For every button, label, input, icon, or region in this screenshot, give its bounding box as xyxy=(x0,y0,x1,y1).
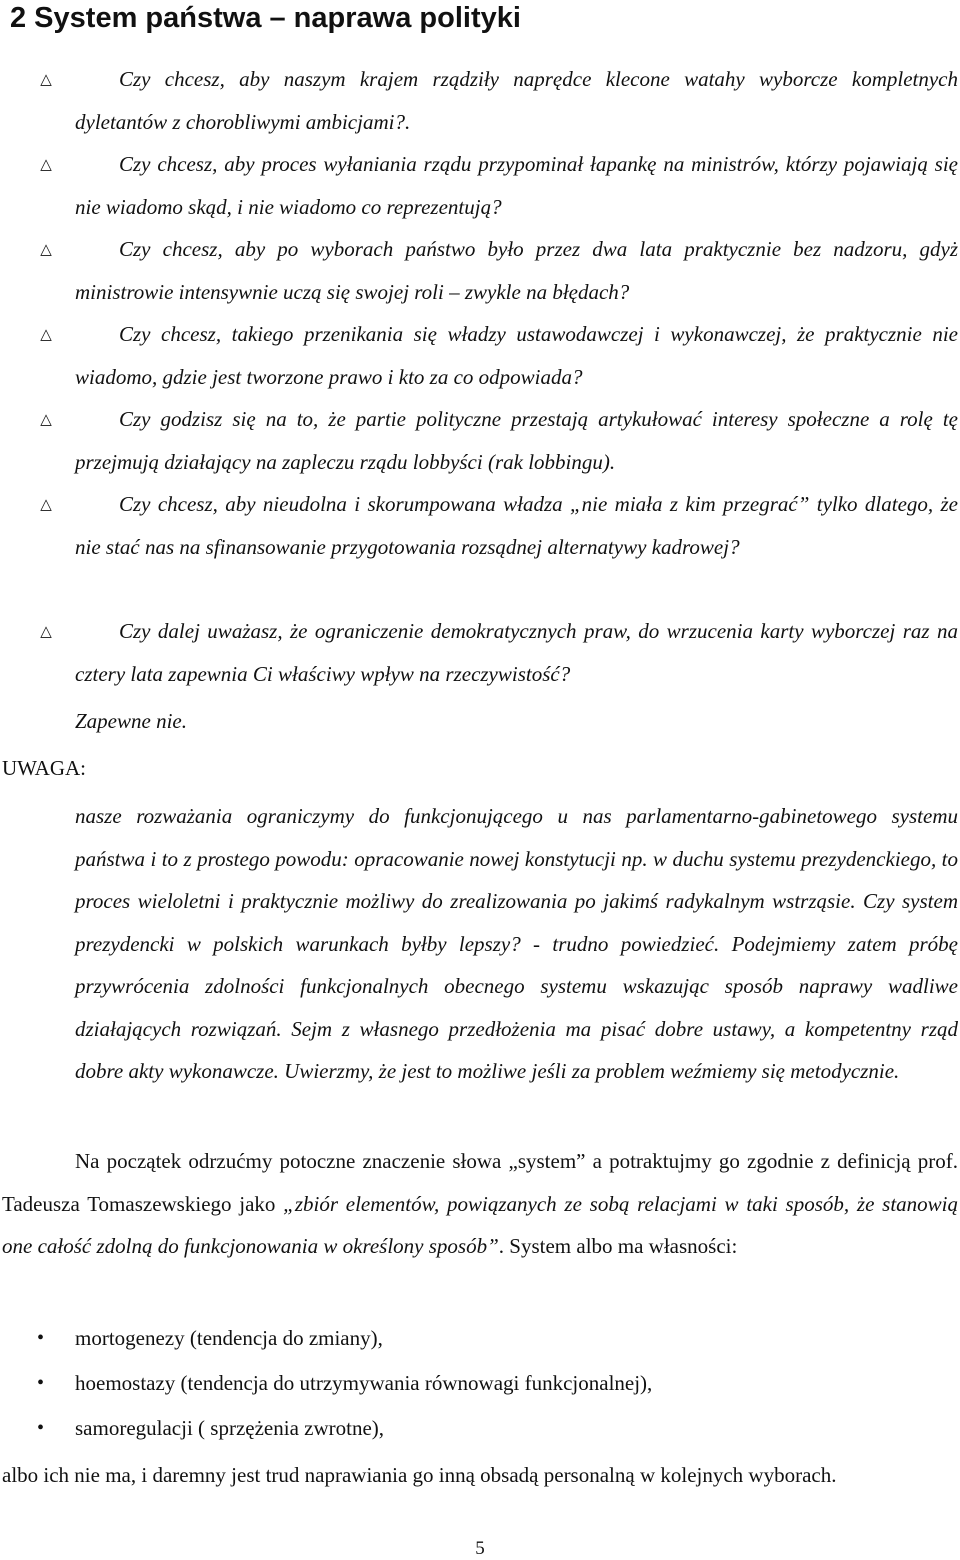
question-item xyxy=(40,483,958,569)
question-text: Czy chcesz, aby proces wyłaniania rządu przypominał łapankę na ministrów, którzy pojawiają się nie wiadomo skąd, i nie wiadomo co reprezentują? xyxy=(75,152,958,219)
question-text: Czy chcesz, aby po wyborach państwo było przez dwa lata praktycznie bez nadzoru, gdyż ministrowie intensywnie uczą się swojej roli – zwykle na błędach? xyxy=(75,237,958,304)
list-item xyxy=(0,1362,652,1407)
answer-text: Zapewne nie. xyxy=(75,709,187,733)
question-item xyxy=(40,143,958,229)
list-item-text: samoregulacji ( sprzężenia zwrotne), xyxy=(75,1416,385,1440)
list-item xyxy=(0,1407,652,1452)
warning-triangle-icon: △ xyxy=(40,495,52,513)
question-text: Czy chcesz, aby naszym krajem rządziły naprędce klecone watahy wyborcze kompletnych dyletantów z chorobliwymi ambicjami?. xyxy=(75,67,958,134)
warning-triangle-icon: △ xyxy=(40,155,52,173)
question-item xyxy=(40,398,958,484)
list-item xyxy=(0,1317,652,1362)
paragraph-outro: . System albo ma własności: xyxy=(498,1234,738,1258)
note-label: UWAGA: xyxy=(2,756,86,780)
warning-triangle-icon: △ xyxy=(40,622,52,640)
properties-list xyxy=(0,1317,652,1452)
question-text: Czy dalej uważasz, że ograniczenie demokratycznych praw, do wrzucenia karty wyborczej raz na cztery lata zapewnia Ci właściwy wpływ na rzeczywistość? xyxy=(75,619,958,686)
definition-quote: „zbiór elementów, powiązanych ze sobą relacjami w taki sposób, że stanowią one całość zdolną do funkcjonowania w określony sposób” xyxy=(2,1191,958,1258)
note-paragraph: nasze rozważania ograniczymy do funkcjonującego u nas parlamentarno-gabinetowego systemu państwa i to z prostego powodu: opracowanie nowej konstytucji np. w duchu systemu prezydenckiego, to proces wieloletni i praktycznie możliwy do zrealizowania po jakimś radykalnym wstrząsie. Czy system prezydencki w polskich warunkach byłby lepszy? - trudno powiedzieć. Podejmiemy zatem próbę przywrócenia zdolności funkcjonalnych obecnego systemu wskazując sposób naprawy wadliwe działających rozwiązań. Sejm z własnego przedłożenia ma pisać dobre ustawy, a kompetentny rząd dobre akty wykonawcze. Uwierzmy, że jest to możliwe jeśli za problem weźmiemy się metodycznie. xyxy=(75,804,958,1083)
list-item-text: mortogenezy (tendencja do zmiany), xyxy=(75,1326,383,1350)
question-item xyxy=(40,313,958,399)
closing-paragraph: albo ich nie ma, i daremny jest trud naprawiania go inną obsadą personalną w kolejnych wyborach. xyxy=(2,1463,837,1487)
question-item xyxy=(40,58,958,144)
bullet-dot-icon: • xyxy=(37,1417,45,1439)
question-text: Czy godzisz się na to, że partie polityczne przestają artykułować interesy społeczne a rolę tę przejmują działający na zapleczu rządu lobbyści (rak lobbingu). xyxy=(75,407,958,474)
warning-triangle-icon: △ xyxy=(40,410,52,428)
question-item xyxy=(40,610,958,696)
question-text: Czy chcesz, takiego przenikania się władzy ustawodawczej i wykonawczej, że praktycznie nie wiadomo, gdzie jest tworzone prawo i kto za co odpowiada? xyxy=(75,322,958,389)
question-text: Czy chcesz, aby nieudolna i skorumpowana władza „nie miała z kim przegrać” tylko dlatego, że nie stać nas na sfinansowanie przygotowania rozsądnej alternatywy kadrowej? xyxy=(75,492,958,559)
list-item-text: hoemostazy (tendencja do utrzymywania równowagi funkcjonalnej), xyxy=(75,1371,653,1395)
page-number: 5 xyxy=(475,1538,485,1559)
paragraph-intro: Na początek odrzućmy potoczne znaczenie słowa „system” a potraktujmy go zgodnie z definicją prof. Tadeusza Tomaszewskiego jako xyxy=(2,1149,958,1216)
bullet-dot-icon: • xyxy=(37,1372,45,1394)
section-heading: 2 System państwa – naprawa polityki xyxy=(10,2,521,34)
question-item xyxy=(40,228,958,314)
warning-triangle-icon: △ xyxy=(40,325,52,343)
warning-triangle-icon: △ xyxy=(40,240,52,258)
definition-paragraph xyxy=(2,1140,958,1268)
bullet-dot-icon: • xyxy=(37,1327,45,1349)
warning-triangle-icon: △ xyxy=(40,70,52,88)
